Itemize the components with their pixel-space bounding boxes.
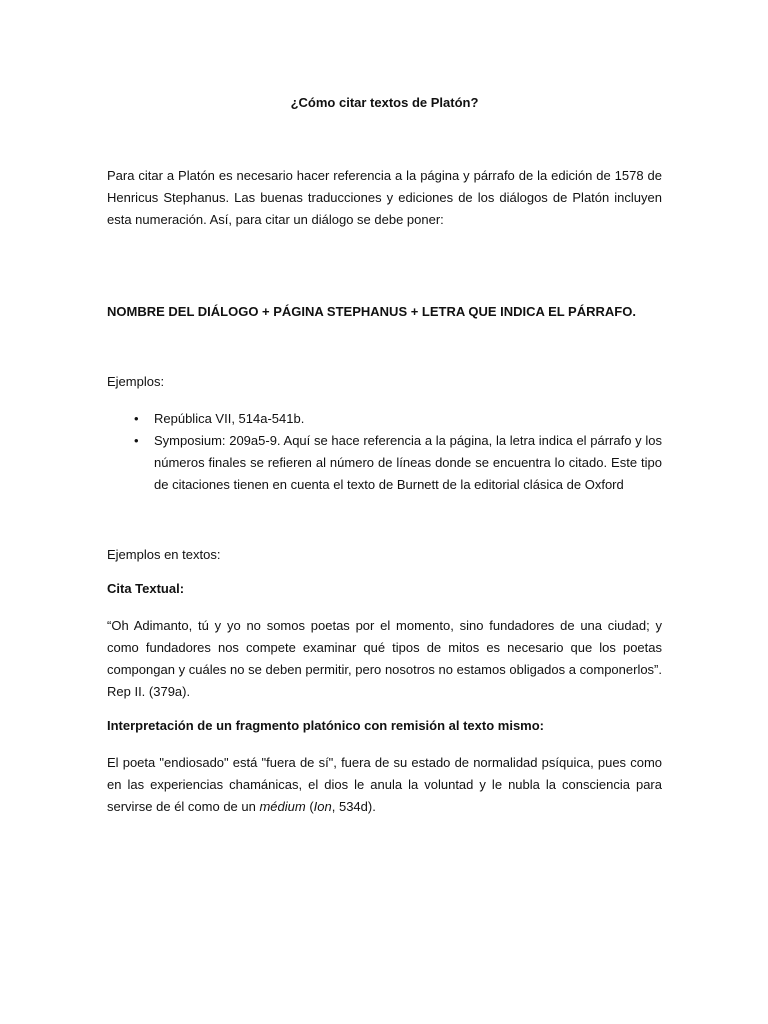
- interpretation-paragraph: [107, 752, 662, 818]
- examples-list: [107, 408, 662, 496]
- examples-heading: Ejemplos:: [107, 374, 165, 389]
- quote-paragraph: “Oh Adimanto, tú y yo no somos poetas por el momento, sino fundadores de una ciudad; y como fundadores nos compete examinar qué tipos de mitos es necesario que los poetas compongan y cuáles no se deben permitir, pero nosotros no estamos obligados a componerlos”. Rep II. (379a).: [107, 618, 662, 699]
- bullet-icon: •: [134, 411, 139, 426]
- intro-paragraph: Para citar a Platón es necesario hacer referencia a la página y párrafo de la edición de 1578 de Henricus Stephanus. Las buenas traducciones y ediciones de los diálogos de Platón incluyen esta numeración. Así, para citar un diálogo se debe poner:: [107, 168, 662, 227]
- text-examples-heading: Ejemplos en textos:: [107, 547, 221, 562]
- example-text: República VII, 514a-541b.: [154, 411, 305, 426]
- citation-rule: NOMBRE DEL DIÁLOGO + PÁGINA STEPHANUS + LETRA QUE INDICA EL PÁRRAFO.: [107, 304, 636, 319]
- ion-reference: , 534d).: [331, 799, 376, 814]
- medium-term: médium: [259, 799, 306, 814]
- example-text: Symposium: 209a5-9. Aquí se hace referencia a la página, la letra indica el párrafo y los números finales se refieren al número de líneas donde se encuentra lo citado. Este tipo de citaciones tienen en cuenta el texto de Burnett de la editorial clásica de Oxford: [154, 433, 662, 492]
- list-item: [107, 430, 662, 496]
- quote-heading: Cita Textual:: [107, 581, 185, 596]
- paren-open: (: [305, 799, 314, 814]
- bullet-icon: •: [134, 433, 139, 448]
- list-item: [107, 408, 662, 430]
- interpretation-text: El poeta "endiosado" está "fuera de sí", fuera de su estado de normalidad psíquica, pues como en las experiencias chamánicas, el dios le anula la voluntad y le nubla la consciencia para servirse de él como de un: [107, 755, 662, 814]
- page-title: ¿Cómo citar textos de Platón?: [290, 95, 479, 110]
- ion-title: Ion: [313, 799, 332, 814]
- interpretation-heading: Interpretación de un fragmento platónico con remisión al texto mismo:: [107, 718, 545, 733]
- document-body: [107, 92, 662, 818]
